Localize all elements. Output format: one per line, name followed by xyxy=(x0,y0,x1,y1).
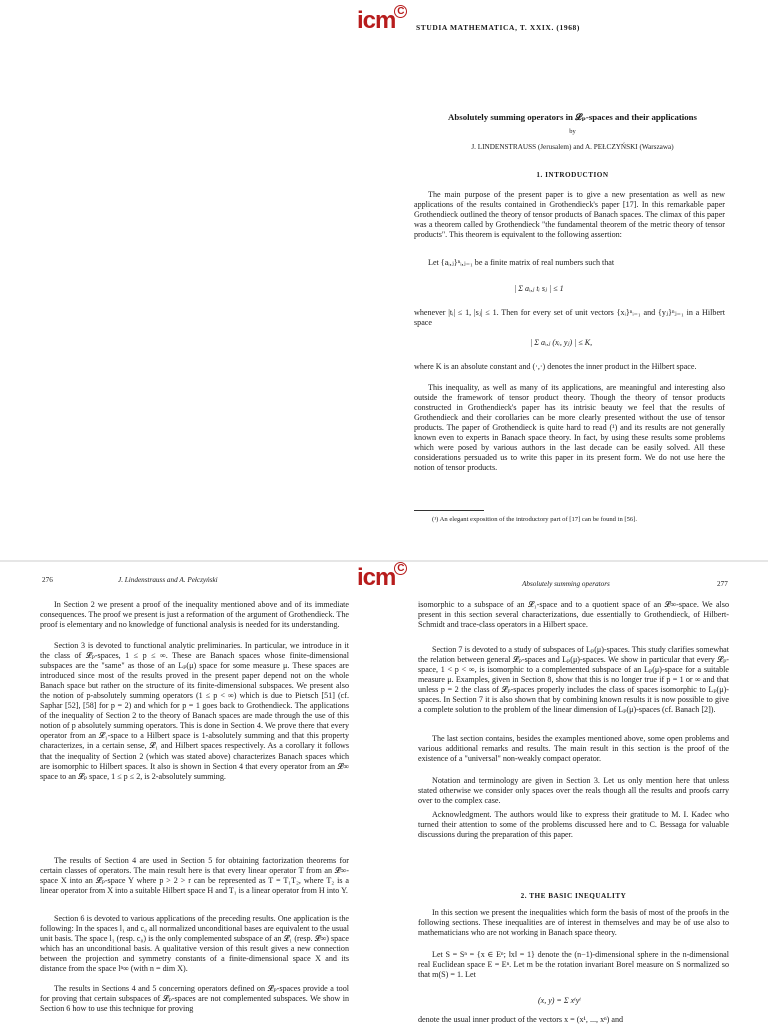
paper-title: Absolutely summing operators in 𝓛ₚ-spaces and their applications xyxy=(448,112,697,122)
intro-paragraph-2: whenever |tᵢ| ≤ 1, |sⱼ| ≤ 1. Then for every set of unit vectors {xᵢ}ⁿᵢ₌₁ and {yⱼ}ⁿⱼ₌₁ in a Hilbert space xyxy=(414,308,725,328)
formula-grothendieck-inequality: | Σ aᵢ,ⱼ (xᵢ, yⱼ) | ≤ K, xyxy=(530,338,593,347)
right-paragraph-4: Notation and terminology are given in Section 3. Let us only mention here that unless stated otherwise we consider only spaces over the reals though all the results and proofs carry over to the complex case. xyxy=(418,776,729,806)
page-divider xyxy=(0,560,768,562)
icm-logo xyxy=(357,6,405,34)
right-paragraph-2: Section 7 is devoted to a study of subspaces of Lₚ(μ)-spaces. This study clarifies somewhat the relation between general 𝓛ₚ-spaces and Lₚ(μ)-spaces. We show in particular that every 𝓛ₚ-space, 1 < p < ∞, is isomorphic to a complemented subspace of an Lₚ(μ)-space for a suitable measure μ. Examples, given in Section 8, show that this is no longer true if p = 1 or ∞ and that unless p = 2 the class of 𝓛ₚ-spaces properly includes the class of spaces isomorphic to Lₚ(μ)-spaces. In Section 7 it is also shown that by combining known results it is now possible to give a complete solution to the problem of the linear dimension of Lₚ(μ)-spaces (cf. Banach [2]). xyxy=(418,645,729,715)
running-head-right: Absolutely summing operators xyxy=(522,580,610,588)
right-paragraph-acknowledgment: Acknowledgment. The authors would like to express their gratitude to M. I. Kadec who turned their attention to some of the problems discussed here and to C. Bessaga for valuable discussions during the preparation of this paper. xyxy=(418,810,729,840)
intro-paragraph-4: This inequality, as well as many of its applications, are meaningful and interesting also outside the framework of tensor product theory. Though the theory of tensor products constructed in Grothendieck's paper has its intrisic beauty we feel that the results of Grothendieck and their corollaries can be more clearly presented without the use of tensor products. The paper of Grothendieck is quite hard to read (¹) and its results are not generally known even to experts in Banach space theory. In fact, by using these results some problems which were posed by various authors in the last decade can be easily solved. All these considerations persuaded us to write this paper in its present form. We do not use here the notion of tensor products. xyxy=(414,383,725,473)
left-paragraph-2: Section 3 is devoted to functional analytic preliminaries. In particular, we introduce in it the class of 𝓛ₚ-spaces, 1 ≤ p ≤ ∞. These are Banach spaces whose finite-dimensional subspaces are the "same" as those of an Lₚ(μ) space for some measure μ. These spaces are introduced since most of the results proved in the present paper depend not on the whole Banach space but rather on the structure of its finite-dimensional subspaces. We present also the notion of p-absolutely summing operators (1 ≤ p < ∞) which is due to Pietsch [51] (cf. Saphar [52], [58] for p = 2) and which for p = 1 goes back to Grothendieck. The applications of the inequality of Section 2 to the theory of Banach spaces are made through the use of this notion of p absolutely summing operators. This is done in Section 4. We prove there that every operator from an 𝓛₁-space to a Hilbert space is 1-absolutely summing and that this property characterizes, in a certain sense, 𝓛₁ and Hilbert spaces respectively. As a corollary it follows that the inequality of Section 2 (which was stated above) characterizes Banach spaces which are isomorphic to Hilbert spaces. It also is shown in Section 4 that every operator from an 𝓛∞ space to an 𝓛ₚ space, 1 ≤ p ≤ 2, is 2-absolutely summing. xyxy=(40,641,349,781)
intro-paragraph-3: where K is an absolute constant and (·,·) denotes the inner product in the Hilbert space. xyxy=(414,362,697,371)
intro-paragraph-matrix: Let {aᵢ,ⱼ}ⁿᵢ,ⱼ₌₁ be a finite matrix of real numbers such that xyxy=(428,258,615,267)
byline: by xyxy=(569,128,576,135)
journal-header: STUDIA MATHEMATICA, T. XXIX. (1968) xyxy=(416,23,580,32)
section-heading-introduction: 1. INTRODUCTION xyxy=(536,171,609,179)
copyright-icon-small: C xyxy=(394,562,407,575)
logo-text-small: icm xyxy=(357,564,396,591)
footnote: (¹) An elegant exposition of the introductory part of [17] can be found in [56]. xyxy=(432,516,638,523)
copyright-icon: C xyxy=(394,5,407,18)
intro-paragraph-1: The main purpose of the present paper is to give a new presentation as well as new applications of the results contained in Grothendieck's paper [17]. In this remarkable paper Grothendieck outlined the theory of tensor products of Banach spaces. The climax of this paper was a theorem called by Grothendieck "the fundamental theorem of the metric theory of tensor products". This theorem is equivalent to the following assertion: xyxy=(414,190,725,240)
left-paragraph-3: The results of Section 4 are used in Section 5 for obtaining factorization theorems for certain classes of operators. The main result here is that every linear operator T from an 𝓛∞-space X into an 𝓛ₚ-space Y where p > 2 > r can be represented as T = T₁T₂, where T₂ is a linear operator from X into a suitable Hilbert space H and T₁ is a linear operator from H into Y. xyxy=(40,856,349,896)
formula-inner-product: (x, y) = Σ xⁱyⁱ xyxy=(538,996,581,1005)
icm-logo-small xyxy=(357,563,405,591)
right-paragraph-8: denote the usual inner product of the vectors x = (x¹, ..., xⁿ) and xyxy=(418,1015,624,1024)
logo-text: icm xyxy=(357,7,396,34)
formula-bilinear-bound: | Σ aᵢ,ⱼ tᵢ sⱼ | ≤ 1 xyxy=(514,284,564,293)
right-paragraph-3: The last section contains, besides the examples mentioned above, some open problems and various additional remarks and results. The main result in this section is the proof of the existence of a "universal" non-weakly compact operator. xyxy=(418,734,729,764)
right-paragraph-6: In this section we present the inequalities which form the basis of most of the proofs in the following sections. These inequalities are of interest in themselves and may be of use also to mathematicians who are not working in Banach space theory. xyxy=(418,908,729,938)
page-number-left: 276 xyxy=(42,576,53,584)
left-paragraph-5: The results in Sections 4 and 5 concerning operators defined on 𝓛ₚ-spaces provide a tool for proving that certain subspaces of 𝓛ₚ-spaces are not complemented subspaces. We show in Section 6 how to use this technique for proving xyxy=(40,984,349,1014)
left-paragraph-4: Section 6 is devoted to various applications of the preceding results. One application is the following: In the spaces l₁ and c₀ all normalized unconditional bases are equivalent to the usual unit basis. The space l₁ (resp. c₀) is the only complemented subspace of an 𝓛₁ (resp. 𝓛∞) space which has an unconditional basis. A qualitative version of this result gives a new connection between the projection and symmetry constants of a finite-dimensional space X and its distance from the space lⁿ∞ (with n = dim X). xyxy=(40,914,349,974)
running-head-left: J. Lindenstrauss and A. Pełczyński xyxy=(118,576,218,584)
section-heading-basic-inequality: 2. THE BASIC INEQUALITY xyxy=(520,892,627,900)
right-paragraph-7: Let S = Sⁿ = {x ∈ Eⁿ; ‖x‖ = 1} denote the (n−1)-dimensional sphere in the n-dimensional real Euclidean space E = Eⁿ. Let m be the rotation invariant Borel measure on S normalized so that m(S) = 1. Let xyxy=(418,950,729,980)
footnote-rule xyxy=(414,510,484,511)
page-number-right: 277 xyxy=(717,580,728,588)
left-paragraph-1: In Section 2 we present a proof of the inequality mentioned above and of its immediate consequences. The proof we present is just a reformation of the argument of Grothendieck. The proof is elementary and no knowledge of functional analysis is needed for its understanding. xyxy=(40,600,349,630)
right-paragraph-1: isomorphic to a subspace of an 𝓛₁-space and to a quotient space of an 𝓛∞-space. We also present in this section several characterizations, due essentially to Grothendieck, of Hilbert-Schmidt and trace-class operators in a Hilbert space. xyxy=(418,600,729,630)
authors: J. LINDENSTRAUSS (Jerusalem) and A. PEŁCZYŃSKI (Warszawa) xyxy=(471,143,674,151)
